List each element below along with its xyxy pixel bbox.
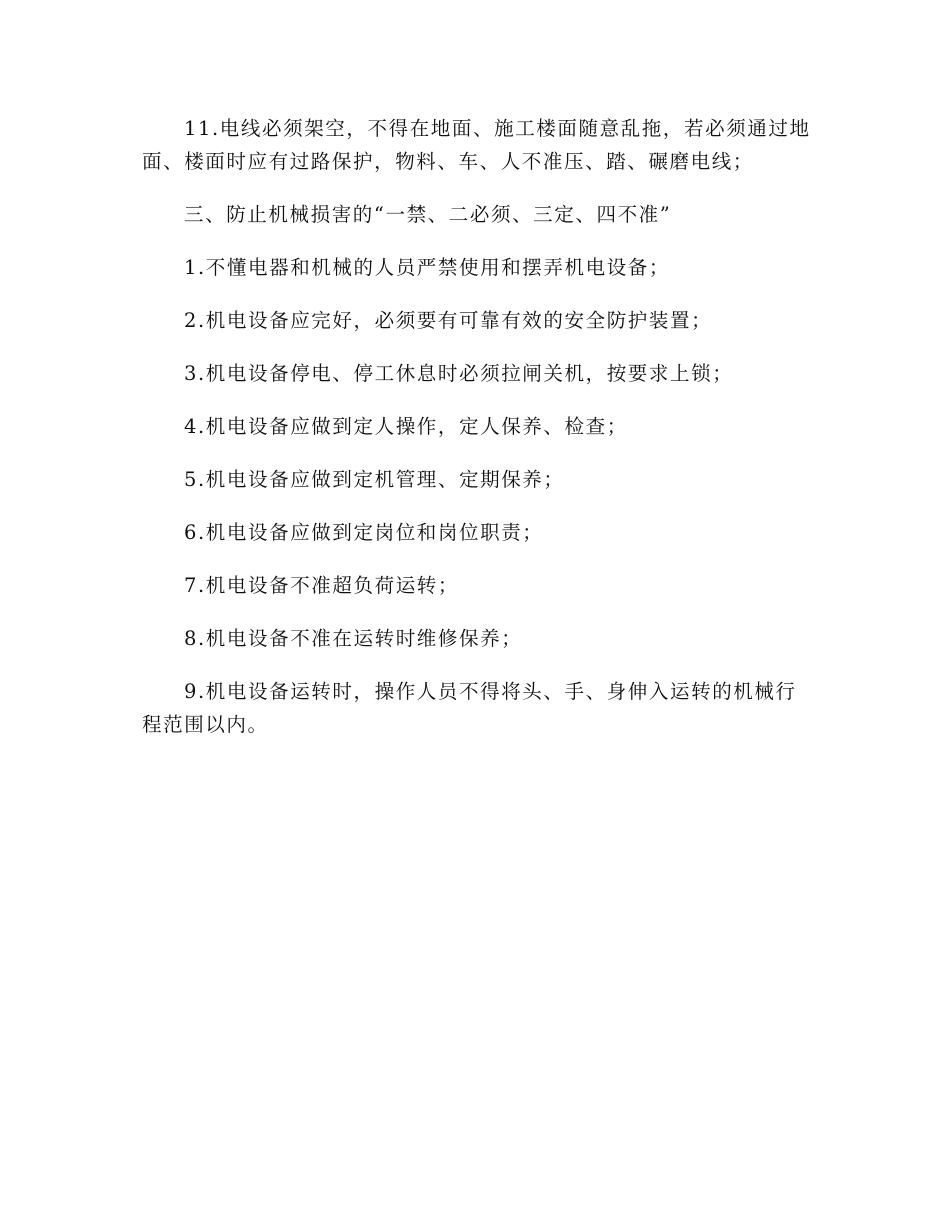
rule-item-5: 5.机电设备应做到定机管理、定期保养；	[184, 468, 565, 491]
paragraph-wire-overhead: 11.电线必须架空，不得在地面、施工楼面随意乱拖，若必须通过地面、楼面时应有过路保护，物料、车、人不准压、踏、碾磨电线；	[142, 117, 811, 173]
document-body	[142, 112, 812, 741]
rule-item-3: 3.机电设备停电、停工休息时必须拉闸关机，按要求上锁；	[184, 362, 734, 385]
rule-item-9: 9.机电设备运转时，操作人员不得将头、手、身伸入运转的机械行程范围以内。	[142, 680, 797, 736]
rule-item-8: 8.机电设备不准在运转时维修保养；	[184, 627, 523, 650]
rule-item-6: 6.机电设备应做到定岗位和岗位职责；	[184, 521, 544, 544]
rule-item-2: 2.机电设备应完好，必须要有可靠有效的安全防护装置；	[184, 309, 713, 332]
rule-item-1: 1.不懂电器和机械的人员严禁使用和摆弄机电设备；	[184, 256, 671, 279]
section-heading-mechanical-injury: 三、防止机械损害的“一禁、二必须、三定、四不准”	[184, 203, 672, 226]
rule-item-7: 7.机电设备不准超负荷运转；	[184, 574, 460, 597]
rule-item-4: 4.机电设备应做到定人操作，定人保养、检查；	[184, 415, 628, 438]
